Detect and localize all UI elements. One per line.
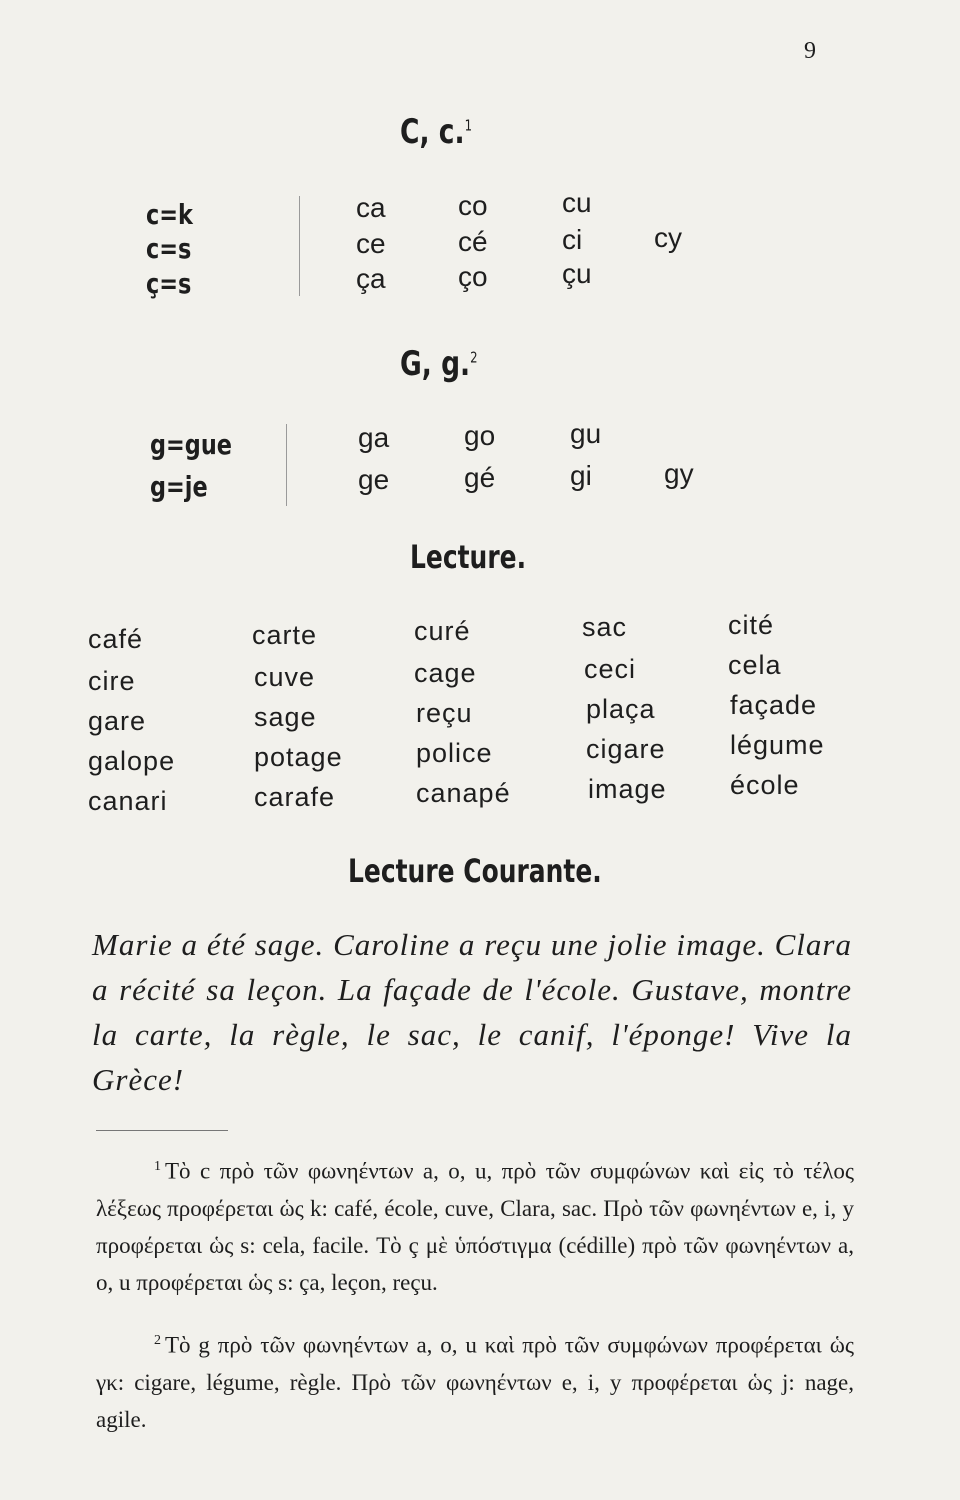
word: canapé [416,778,511,808]
section-c-divider [299,196,300,296]
syllable: co [458,190,488,221]
rule-c-k: c=k [146,198,193,231]
syllable: cé [458,226,488,257]
word: police [416,738,493,768]
rule-cedilla-s: ç=s [146,267,192,300]
syllable: ca [356,192,386,223]
syllable: çu [562,258,592,289]
rule-g-je: g=je [150,470,208,503]
lecture-courante-title: Lecture Courante. [348,852,602,890]
syllable: ge [358,464,390,495]
section-c-title: C, c.$^1$ [400,112,473,152]
footnote-text: Τὸ c πρὸ τῶν φωνηέντων a, o, u, πρὸ τῶν συμφώνων καὶ εἰς τὸ τέλος λέξεως προφέρεται ὡς k: café, école, cuve, Clara, sac. Πρὸ τῶν φωνηέντων e, i, y προφέρεται ὡς s: cela, facile. Τὸ ç μὲ ὑπόστιγμα (cédille) πρὸ τῶν φωνηέντων a, o, u προφέρεται ὡς s: ça, leçon, reçu. [96,1158,854,1295]
footnote-ref-1: 1 [464,116,473,135]
syllable: gé [464,462,496,493]
syllable: gu [570,418,602,449]
syllable: ço [458,261,488,292]
word: galope [88,746,176,776]
word: cigare [586,734,666,764]
section-g-title: G, g.$^2$ [400,344,478,384]
word: cire [88,666,136,696]
word: gare [88,706,147,736]
word: école [730,770,800,800]
word: café [88,624,144,654]
page-number: 9 [804,38,816,64]
footnote-mark: 1 [154,1159,161,1174]
footnote-text: Τὸ g πρὸ τῶν φωνηέντων a, o, u καὶ πρὸ τῶν συμφώνων προφέρεται ὡς γκ: cigare, légume, règle. Πρὸ τῶν φωνηέντων e, i, y προφέρεται ὡς j: nage, agile. [96,1332,854,1432]
syllable: ci [562,224,583,255]
section-g-divider [286,424,287,506]
rule-g-gue: g=gue [150,428,232,461]
word: sac [582,612,628,642]
syllable: ga [358,422,390,453]
syllable: go [464,420,496,451]
word: image [588,774,667,804]
rule-c-s: c=s [146,232,192,265]
word: légume [730,730,825,760]
syllable: ça [356,263,386,294]
syllable: gy [664,458,694,489]
word: façade [730,690,818,720]
word: cuve [254,662,316,692]
word: cage [414,658,477,688]
word: cela [728,650,782,680]
syllable: gi [570,460,592,491]
word: carafe [254,782,336,812]
word: cité [728,610,775,640]
footnote-mark: 2 [154,1333,161,1348]
reading-passage: Marie a été sage. Caroline a reçu une jolie image. Clara a récité sa leçon. La façade de l'école. Gustave, montre la carte, la règle, le sac, le canif, l'éponge! Vive la Grèce! [92,927,852,1097]
word: ceci [584,654,637,684]
syllable: cy [654,222,682,253]
word: reçu [416,698,473,728]
word: potage [254,742,343,772]
word: canari [88,786,168,816]
word: carte [252,620,318,650]
word: curé [414,616,471,646]
word: plaça [586,694,656,724]
footnote-1 [96,1148,854,1301]
word: sage [254,702,317,732]
syllable: cu [562,187,592,218]
lecture-title: Lecture. [410,538,527,576]
syllable: ce [356,228,386,259]
footnote-divider [96,1130,228,1131]
footnote-ref-2: 2 [470,348,478,367]
footnote-2 [96,1322,854,1438]
